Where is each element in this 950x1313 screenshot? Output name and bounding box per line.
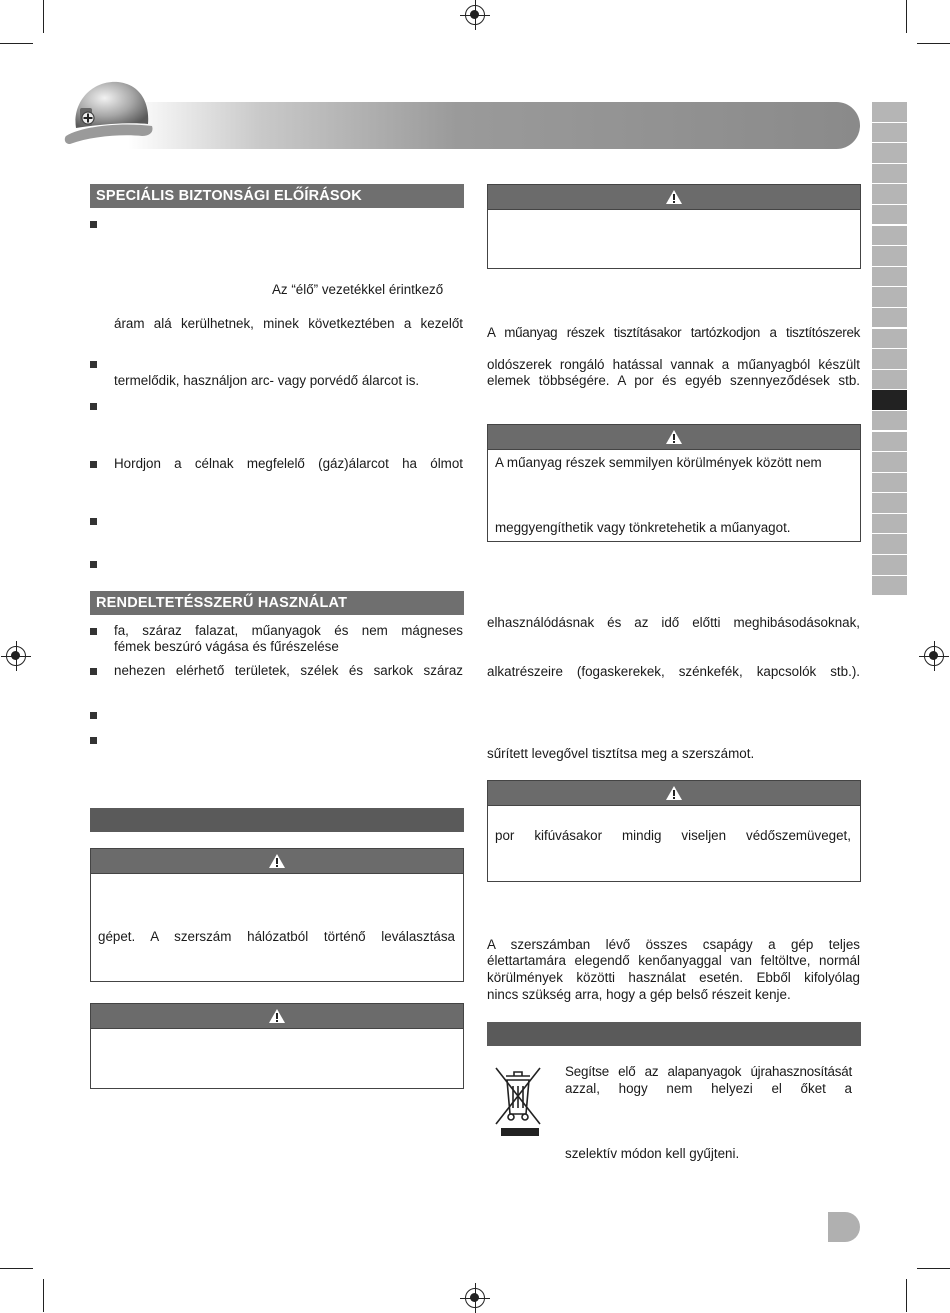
warning-bar	[488, 781, 860, 806]
text-line: oldószerek rongáló hatással vannak a műanyagból készült	[487, 357, 860, 372]
text-line: elhasználódásnak és az idő előtti meghibásodásoknak,	[487, 615, 860, 630]
text-line: Az “élő” vezetékkel érintkező	[272, 282, 444, 297]
bullet	[90, 561, 97, 568]
registration-mark-icon	[924, 646, 944, 666]
chapter-tab[interactable]	[872, 329, 907, 349]
chapter-tab[interactable]	[872, 184, 907, 204]
chapter-tab[interactable]	[872, 493, 907, 513]
bullet	[90, 737, 97, 744]
header-banner	[128, 102, 860, 149]
chapter-tab[interactable]	[872, 452, 907, 472]
bullet	[90, 628, 97, 635]
text-line: azzal, hogy nem helyezi el őket a	[565, 1081, 852, 1096]
bullet	[90, 712, 97, 719]
chapter-tab[interactable]	[872, 370, 907, 390]
chapter-tab-active[interactable]	[872, 390, 907, 410]
chapter-tab[interactable]	[872, 411, 907, 431]
chapter-tab[interactable]	[872, 102, 907, 122]
page-number-tab	[828, 1212, 860, 1242]
warning-box	[90, 848, 464, 982]
bullet	[90, 518, 97, 525]
registration-mark-icon	[6, 646, 26, 666]
text-line: nincs szükség arra, hogy a gép belső részeit kenje.	[487, 987, 791, 1002]
chapter-tab[interactable]	[872, 143, 907, 163]
crop-mark	[0, 1268, 33, 1269]
warning-bar	[488, 425, 860, 450]
bullet	[90, 221, 97, 228]
text-line: elemek többségére. A por és egyéb szennyeződések stb.	[487, 373, 860, 388]
text-line: Segítse elő az alapanyagok újrahasznosítását	[565, 1064, 852, 1079]
warning-bar	[488, 185, 860, 210]
crop-mark	[43, 1279, 44, 1312]
crop-mark	[0, 43, 33, 44]
crop-mark	[906, 0, 907, 33]
text-line: áram alá kerülhetnek, minek következtében a kezelőt	[114, 316, 463, 331]
warning-triangle-icon	[665, 785, 683, 801]
text-line: gépet. A szerszám hálózatból történő leválasztása	[98, 929, 455, 944]
crop-mark	[917, 1268, 950, 1269]
text-line: termelődik, használjon arc- vagy porvédő álarcot is.	[114, 373, 420, 388]
bullet	[90, 461, 97, 468]
chapter-tab[interactable]	[872, 432, 907, 452]
text-line: A műanyag részek tisztításakor tartózkodjon a tisztítószerek	[487, 325, 860, 340]
warning-triangle-icon	[268, 1008, 286, 1024]
warning-box	[487, 184, 861, 269]
crossed-bin-icon	[492, 1062, 544, 1138]
bullet	[90, 668, 97, 675]
warning-triangle-icon	[665, 189, 683, 205]
chapter-tab[interactable]	[872, 514, 907, 534]
chapter-tab[interactable]	[872, 473, 907, 493]
chapter-tab[interactable]	[872, 287, 907, 307]
text-line: fémek beszúró vágása és fűrészelése	[114, 639, 339, 654]
warning-box	[90, 1003, 464, 1089]
crop-mark	[917, 43, 950, 44]
text-line: A szerszámban lévő összes csapágy a gép teljes	[487, 937, 860, 952]
text-line: meggyengíthetik vagy tönkretehetik a műanyagot.	[495, 520, 791, 535]
chapter-tab[interactable]	[872, 123, 907, 143]
text-line: alkatrészeire (fogaskerekek, szénkefék, kapcsolók stb.).	[487, 664, 860, 679]
text-line: élettartamára elegendő kenőanyaggal van feltöltve, normál	[487, 953, 860, 968]
bullet	[90, 403, 97, 410]
chapter-tab[interactable]	[872, 205, 907, 225]
bullet	[90, 361, 97, 368]
text-line: fa, száraz falazat, műanyagok és nem mágneses	[114, 623, 463, 638]
section-title-bar	[487, 1022, 861, 1046]
section-title-intended-use: RENDELTETÉSSZERŰ HASZNÁLAT	[90, 591, 464, 615]
crop-mark	[906, 1279, 907, 1312]
section-title-special-safety: SPECIÁLIS BIZTONSÁGI ELŐÍRÁSOK	[90, 184, 464, 208]
chapter-tab[interactable]	[872, 164, 907, 184]
helmet-icon	[62, 72, 158, 152]
chapter-tab[interactable]	[872, 555, 907, 575]
text-line: Hordjon a célnak megfelelő (gáz)álarcot ha ólmot	[114, 456, 463, 471]
warning-bar	[91, 849, 463, 874]
text-line: szelektív módon kell gyűjteni.	[565, 1146, 740, 1161]
text-line: A műanyag részek semmilyen körülmények között nem	[495, 455, 822, 470]
registration-mark-icon	[465, 1288, 485, 1308]
warning-triangle-icon	[665, 429, 683, 445]
warning-bar	[91, 1004, 463, 1029]
text-line: körülmények közötti használat esetén. Ebből kifolyólag	[487, 970, 860, 985]
chapter-tab[interactable]	[872, 308, 907, 328]
section-title-bar	[90, 808, 464, 832]
text-line: por kifúvásakor mindig viseljen védőszemüveget,	[495, 828, 851, 843]
crop-mark	[43, 0, 44, 33]
chapter-tab[interactable]	[872, 246, 907, 266]
chapter-tab[interactable]	[872, 349, 907, 369]
text-line: sűrített levegővel tisztítsa meg a szerszámot.	[487, 746, 755, 761]
chapter-tab[interactable]	[872, 267, 907, 287]
warning-triangle-icon	[268, 853, 286, 869]
text-line: nehezen elérhető területek, szélek és sarkok száraz	[114, 663, 463, 678]
registration-mark-icon	[465, 5, 485, 25]
chapter-tab[interactable]	[872, 226, 907, 246]
chapter-tabs	[872, 102, 907, 596]
chapter-tab[interactable]	[872, 534, 907, 554]
chapter-tab[interactable]	[872, 576, 907, 596]
